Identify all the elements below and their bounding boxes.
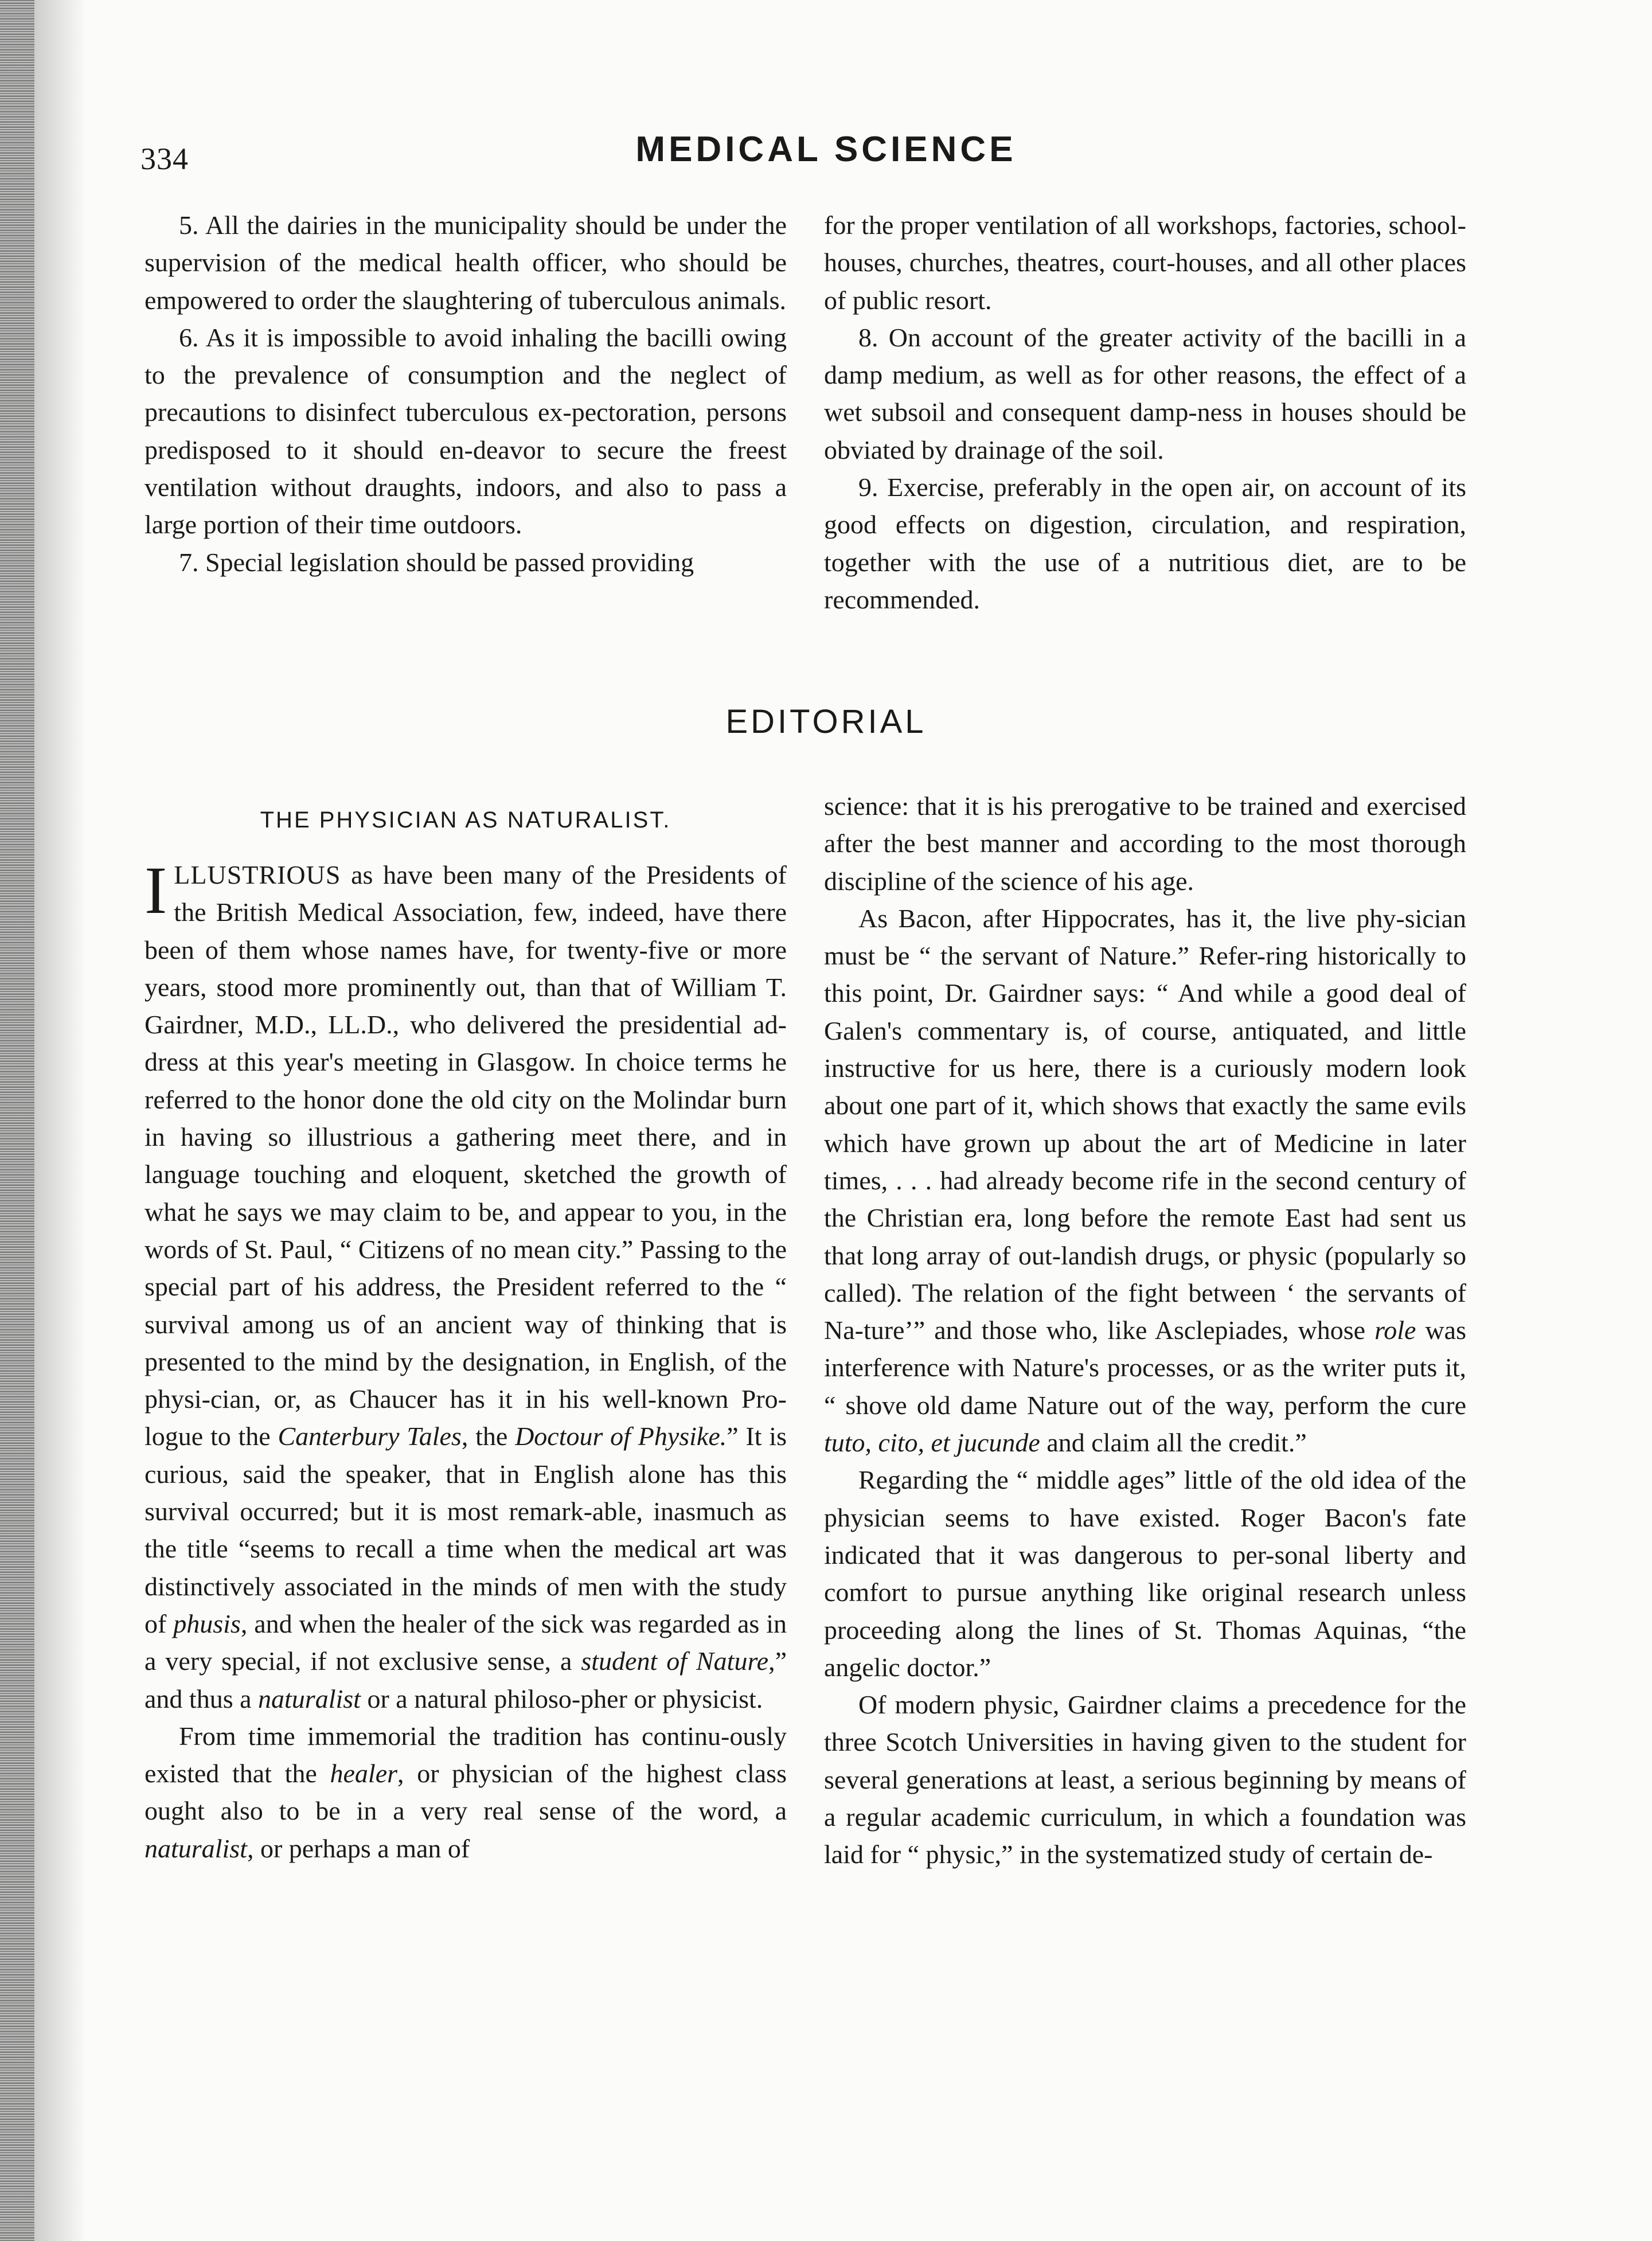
italic-title: Doctour of Physike. <box>515 1422 727 1451</box>
italic-title: Canterbury Tales <box>278 1422 462 1451</box>
italic-term: tuto, cito, et jucunde <box>824 1428 1040 1458</box>
text-run: , and when the healer of the sick was regarded as in a very special, if not exclusive sense, a <box>144 1608 787 1676</box>
article-title: THE PHYSICIAN AS NATURALIST. <box>260 807 671 833</box>
top-right-column <box>824 206 1466 618</box>
lead-word: LLUSTRIOUS <box>174 860 341 889</box>
article-paragraph-1 <box>144 853 787 1717</box>
article-paragraph-2-cont: science: that it is his prerogative to be trained and exercised after the best manner and according to the most thorough discipline of the science of his age. <box>824 791 1466 896</box>
running-head: MEDICAL SCIENCE <box>635 130 1017 169</box>
text-run: or a natural philoso-pher or physicist. <box>360 1684 763 1713</box>
article-right-column <box>824 787 1466 1873</box>
italic-term: phusis <box>173 1608 241 1638</box>
drop-cap: I <box>144 853 167 928</box>
article-left-column <box>144 853 787 1867</box>
page-number: 334 <box>140 142 189 176</box>
text-run: as have been many of the Presidents of the British Medical Association, few, indeed, have there been of them whose names have, for twenty-five or more years, stood more prominently out, than that of William T. Gairdner, M.D., LL.D., who delivered the presidential ad-dress at this year's meeting in Glasgow. In choice terms he referred to the honor done the old city on the Molindar burn in having so illustrious a gathering meet there, and in language touching and eloquent, sketched the growth of what he says we may claim to be, and appear to you, in the words of St. Paul, “ Citizens of no mean city.” Passing to the special part of his address, the President referred to the “ survival among us of an ancient way of thinking that is presented to the mind by the designation, in English, of the physi-cian, or, as Chaucer has it in his well-known Pro-logue to the <box>144 860 787 1451</box>
binding-shadow <box>34 0 86 2241</box>
paragraph-item-6: 6. As it is impossible to avoid inhaling the bacilli owing to the prevalence of consumption and the neglect of precautions to disinfect tuberculous ex-pectoration, persons predisposed to it should en-deavor to secure the freest ventilation without draughts, indoors, and also to pass a large portion of their time outdoors. <box>144 322 787 540</box>
article-paragraph-5: Of modern physic, Gairdner claims a precedence for the three Scotch Universities in having given to the student for several generations at least, a serious beginning by means of a regular academic curriculum, in which a foundation was laid for “ physic,” in the systematized study of certain de- <box>824 1690 1466 1869</box>
top-left-column <box>144 206 787 581</box>
italic-term: student of Nature <box>581 1646 769 1676</box>
paragraph-item-9: 9. Exercise, preferably in the open air, on account of its good effects on digestion, circulation, and respiration, together with the use of a nutritious diet, are to be recommended. <box>824 473 1466 614</box>
paragraph-item-7: 7. Special legislation should be passed providing <box>179 547 694 577</box>
italic-term: naturalist <box>258 1684 361 1713</box>
text-run: ” It is curious, said the speaker, that in English alone has this survival occurred; but it is most remark-able, inasmuch as the title “seems to recall a time when the medical art was distinctively associated in the minds of men with the study of <box>144 1422 787 1638</box>
text-run: As Bacon, after Hippocrates, has it, the live phy-sician must be “ the servant of Nature.” Refer-ring historically to this point, Dr. Gairdner says: “ And while a good deal of Galen's commentary is, of course, antiquated, and little instructive for us here, there is a curiously modern look about one part of it, which shows that exactly the same evils which have grown up about the art of Medicine in later times, . . . had already become rife in the second century of the Christian era, long before the remote East had sent us that long array of out-landish drugs, or physic (popularly so called). The relation of the fight between ‘ the servants of Na-ture’” and those who, like Asclepiades, whose <box>824 903 1466 1345</box>
text-run: , or perhaps a man of <box>247 1833 470 1863</box>
text-run: , the <box>461 1422 515 1451</box>
italic-term: healer <box>330 1759 398 1789</box>
article-paragraph-3 <box>824 900 1466 1461</box>
section-heading: EDITORIAL <box>725 703 927 740</box>
text-run: was interference with Nature's processes, or as the writer puts it, “ shove old dame Nature out of the way, perform the cure <box>824 1315 1466 1420</box>
text-run: and claim all the credit.” <box>1040 1428 1307 1458</box>
italic-term: role <box>1374 1315 1416 1345</box>
text-run: ,” and thus a <box>144 1646 787 1713</box>
paragraph-item-7-cont: for the proper ventilation of all workshops, factories, school-houses, churches, theatres, court-houses, and all other places of public resort. <box>824 210 1466 315</box>
text-run: From time immemorial the tradition has continu-ously existed that the <box>144 1721 787 1789</box>
binding-edge <box>0 0 34 2241</box>
article-paragraph-4: Regarding the “ middle ages” little of the old idea of the physician seems to have existed. Roger Bacon's fate indicated that it was dangerous to per-sonal liberty and comfort to pursue anything like original research unless proceeding along the lines of St. Thomas Aquinas, “the angelic doctor.” <box>824 1465 1466 1682</box>
italic-term: naturalist <box>144 1833 247 1863</box>
paragraph-item-8: 8. On account of the greater activity of the bacilli in a damp medium, as well as for other reasons, the effect of a wet subsoil and consequent damp-ness in houses should be obviated by drainage of the soil. <box>824 322 1466 464</box>
text-run: , or physician of the highest class ought also to be in a very real sense of the word, a <box>144 1759 787 1826</box>
paragraph-item-5: 5. All the dairies in the municipality should be under the supervision of the medical health officer, who should be empowered to order the slaughtering of tuberculous animals. <box>144 210 787 315</box>
article-paragraph-2 <box>144 1717 787 1867</box>
